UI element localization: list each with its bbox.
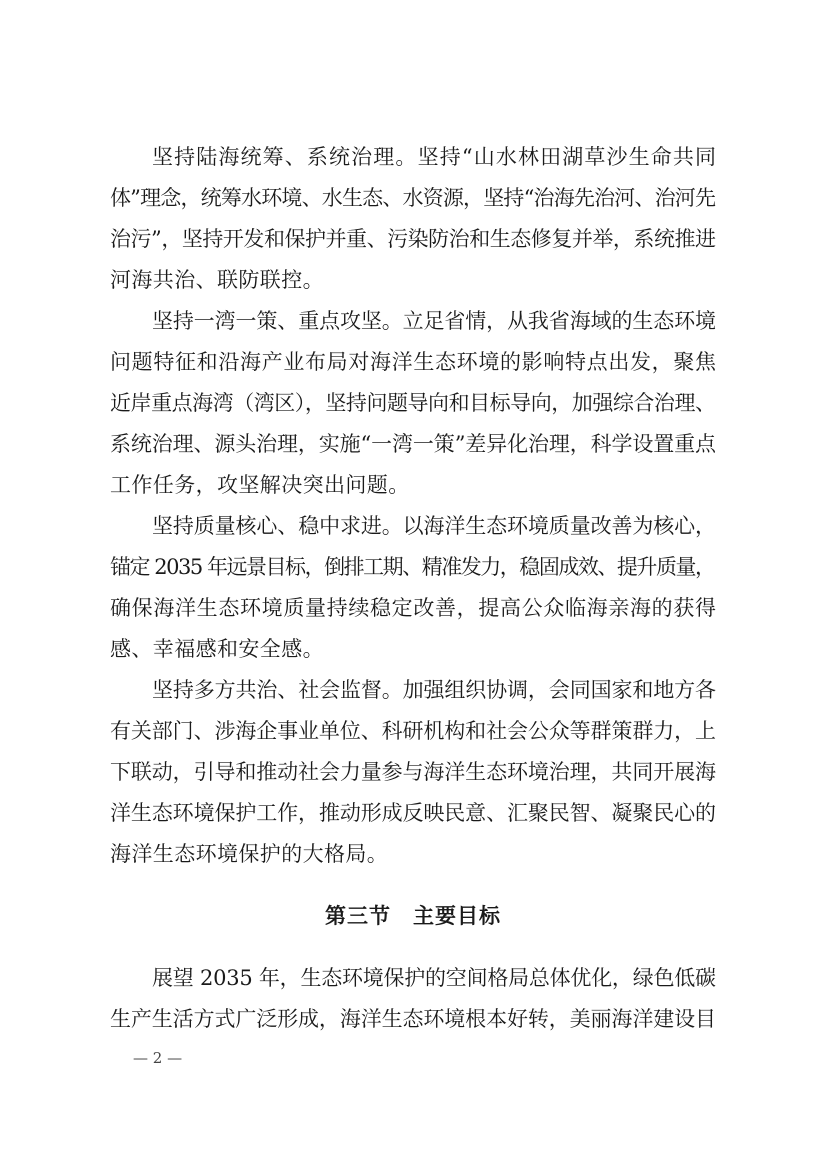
- text-line: [110, 629, 716, 670]
- text-line: [110, 752, 716, 793]
- text-line: [110, 383, 716, 424]
- text-line-content: 生产生活方式广泛形成，海洋生态环境根本好转，美丽海洋建设目: [110, 1007, 716, 1031]
- text-line-content: 治污”，坚持开发和保护并重、污染防治和生态修复并举，系统推进: [110, 227, 716, 251]
- text-line-content: 洋生态环境保护工作，推动形成反映民意、汇聚民智、凝聚民心的: [110, 801, 716, 825]
- text-line-content: 河海共治、联防联控。: [110, 268, 324, 292]
- text-line-content: 坚持质量核心、稳中求进。以海洋生态环境质量改善为核心，: [152, 514, 716, 538]
- text-line-content: 系统治理、源头治理，实施“一湾一策”差异化治理，科学设置重点: [110, 432, 716, 456]
- text-line-content: 锚定 2035 年远景目标，倒排工期、精准发力，稳固成效、提升质量，: [110, 555, 715, 579]
- text-line: [110, 424, 716, 465]
- text-line: [110, 588, 716, 629]
- paragraph-quality-core: [110, 506, 716, 670]
- text-line: [110, 506, 716, 547]
- text-line: [110, 342, 716, 383]
- text-line-content: 工作任务，攻坚解决突出问题。: [110, 473, 410, 497]
- text-line-content: 问题特征和沿海产业布局对海洋生态环境的影响特点出发，聚焦: [110, 350, 717, 374]
- text-line: [110, 958, 716, 999]
- text-line-content: 体”理念，统筹水环境、水生态、水资源，坚持“治海先治河、治河先: [110, 186, 716, 210]
- text-line-content: 近岸重点海湾（湾区），坚持问题导向和目标导向，加强综合治理、: [110, 391, 716, 415]
- paragraph-multi-party-governance: [110, 670, 716, 875]
- body-text: [110, 137, 716, 875]
- text-line: [110, 465, 716, 506]
- text-line: [110, 301, 716, 342]
- text-line-content: 感、幸福感和安全感。: [110, 637, 324, 661]
- paragraph-main-goals: [110, 958, 716, 1040]
- text-line: [110, 219, 716, 260]
- text-line-content: 下联动，引导和推动社会力量参与海洋生态环境治理，共同开展海: [110, 760, 716, 784]
- section-heading: 第三节 主要目标: [325, 903, 501, 928]
- page-number: — 2 —: [133, 1049, 183, 1067]
- text-line: [110, 260, 716, 301]
- section-heading-block: [110, 895, 716, 936]
- text-line: [110, 137, 716, 178]
- text-line: [110, 547, 716, 588]
- text-line: [110, 999, 716, 1040]
- text-line: [110, 793, 716, 834]
- text-line: [110, 711, 716, 752]
- text-line-content: 海洋生态环境保护的大格局。: [110, 842, 389, 866]
- paragraph-one-bay-one-policy: [110, 301, 716, 506]
- text-line-content: 坚持陆海统筹、系统治理。坚持“山水林田湖草沙生命共同: [152, 145, 718, 169]
- text-line-content: 有关部门、涉海企事业单位、科研机构和社会公众等群策群力，上: [110, 719, 716, 743]
- text-line-content: 坚持一湾一策、重点攻坚。立足省情，从我省海域的生态环境: [152, 309, 716, 333]
- text-line-content: 展望 2035 年，生态环境保护的空间格局总体优化，绿色低碳: [152, 966, 716, 990]
- paragraph-land-sea-coordination: [110, 137, 716, 301]
- text-line: [110, 670, 716, 711]
- text-line-content: 坚持多方共治、社会监督。加强组织协调，会同国家和地方各: [152, 678, 716, 702]
- text-line-content: 确保海洋生态环境质量持续稳定改善，提高公众临海亲海的获得: [110, 596, 717, 620]
- text-line: [110, 178, 716, 219]
- text-line: [110, 834, 716, 875]
